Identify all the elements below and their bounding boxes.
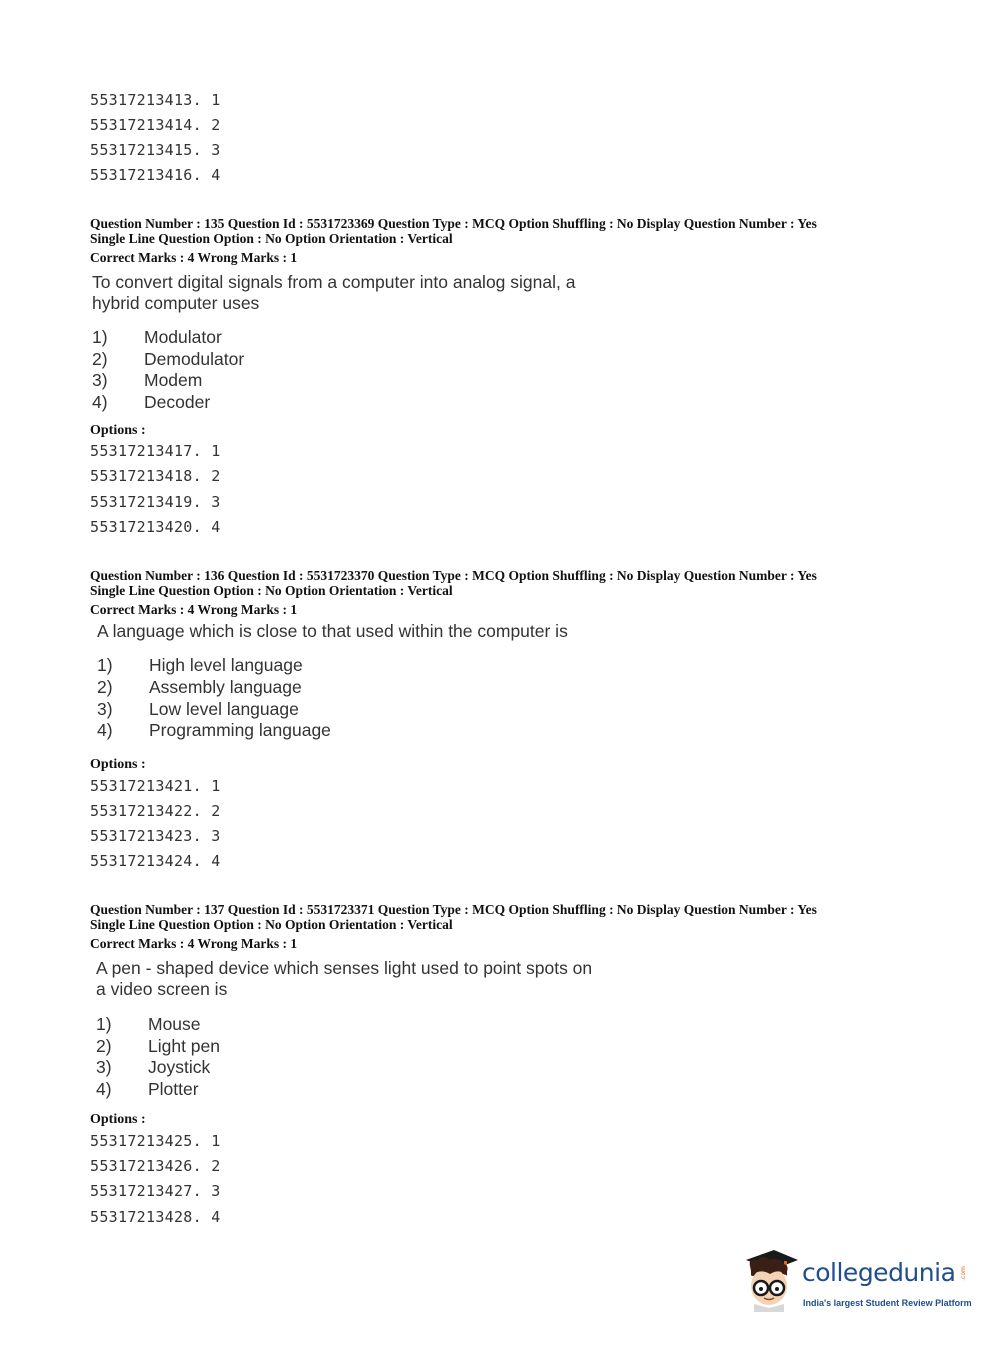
question-marks: Correct Marks : 4 Wrong Marks : 1 [90,602,298,617]
choice-number: 1) [92,327,108,347]
collegedunia-logo[interactable] [740,1246,970,1318]
choice-number: 1) [96,1014,112,1034]
choice-number: 1) [97,655,113,675]
options-heading: Options : [90,757,146,772]
question-marks: Correct Marks : 4 Wrong Marks : 1 [90,936,298,951]
question-meta: Question Number : 135 Question Id : 5531723369 Question Type : MCQ Option Shuffling : No Display Question Number : Yes [90,216,817,231]
question-text [97,621,568,642]
question-text-line: A language which is close to that used within the computer is [97,621,568,641]
answer-choice [92,327,222,348]
question-text-line: hybrid computer uses [92,293,260,313]
question-text [96,958,592,1000]
question-text [92,272,575,314]
question-meta-orientation: Single Line Question Option : No Option Orientation : Vertical [90,583,453,598]
choice-label: Light pen [148,1036,221,1056]
question-meta-orientation: Single Line Question Option : No Option Orientation : Vertical [90,231,453,246]
option-code: 55317213418. 2 [90,467,221,485]
option-code: 55317213427. 3 [90,1182,221,1200]
option-code: 55317213422. 2 [90,802,221,820]
question-meta: Question Number : 136 Question Id : 5531723370 Question Type : MCQ Option Shuffling : No Display Question Number : Yes [90,568,817,583]
choice-label: Joystick [148,1057,211,1077]
option-code: 55317213419. 3 [90,493,221,511]
answer-choice [96,1036,220,1057]
option-code: 55317213414. 2 [90,116,221,134]
logo-domain-suffix: .com [959,1266,967,1281]
question-meta: Question Number : 137 Question Id : 5531723371 Question Type : MCQ Option Shuffling : No Display Question Number : Yes [90,902,817,917]
answer-choice [96,1057,210,1078]
choice-label: Mouse [148,1014,201,1034]
logo-tagline: India's largest Student Review Platform [803,1298,972,1308]
choice-label: High level language [149,655,303,675]
answer-choice [97,699,299,720]
question-text-line: a video screen is [96,979,228,999]
choice-number: 2) [92,349,108,369]
answer-choice [92,392,210,413]
answer-choice [97,677,302,698]
choice-number: 3) [92,370,108,390]
choice-number: 2) [96,1036,112,1056]
question-text-line: A pen - shaped device which senses light used to point spots on [96,958,593,978]
choice-label: Programming language [149,720,331,740]
question-marks: Correct Marks : 4 Wrong Marks : 1 [90,250,298,265]
options-heading: Options : [90,1112,146,1127]
answer-choice [92,370,202,391]
choice-label: Assembly language [149,677,302,697]
choice-label: Low level language [149,699,299,719]
option-code: 55317213416. 4 [90,166,221,184]
option-code: 55317213421. 1 [90,777,221,795]
choice-label: Plotter [148,1079,199,1099]
answer-choice [96,1079,199,1100]
option-code: 55317213425. 1 [90,1132,221,1150]
option-code: 55317213426. 2 [90,1157,221,1175]
option-code: 55317213423. 3 [90,827,221,845]
option-code: 55317213424. 4 [90,852,221,870]
logo-wordmark: collegedunia [802,1258,956,1287]
options-heading: Options : [90,423,146,438]
option-code: 55317213428. 4 [90,1208,221,1226]
option-code: 55317213413. 1 [90,91,221,109]
choice-number: 4) [92,392,108,412]
choice-label: Modulator [144,327,222,347]
question-meta-orientation: Single Line Question Option : No Option Orientation : Vertical [90,917,453,932]
choice-label: Modem [144,370,203,390]
answer-choice [97,720,331,741]
choice-number: 4) [97,720,113,740]
choice-label: Demodulator [144,349,245,369]
choice-number: 4) [96,1079,112,1099]
answer-choice [96,1014,201,1035]
choice-number: 3) [97,699,113,719]
mascot-icon [740,1246,802,1314]
choice-number: 3) [96,1057,112,1077]
choice-number: 2) [97,677,113,697]
choice-label: Decoder [144,392,211,412]
answer-choice [92,349,244,370]
question-text-line: To convert digital signals from a computer into analog signal, a [92,272,576,292]
option-code: 55317213420. 4 [90,518,221,536]
option-code: 55317213417. 1 [90,442,221,460]
answer-choice [97,655,303,676]
option-code: 55317213415. 3 [90,141,221,159]
